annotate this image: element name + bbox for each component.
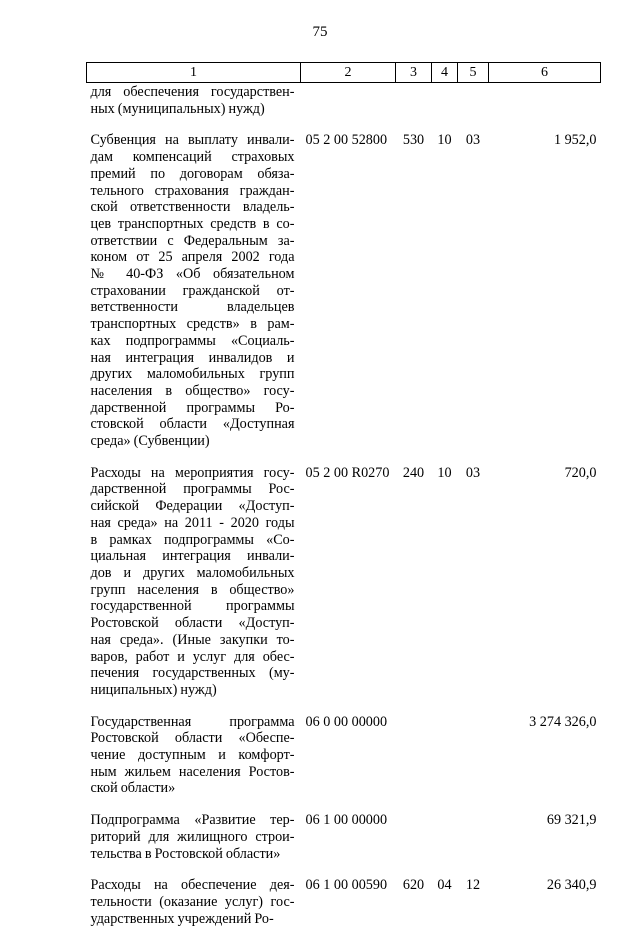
row-name-line: тельности (оказание услуг) гос-: [91, 894, 295, 911]
row-sum-cell: 3 274 326,0: [489, 714, 601, 798]
table-row: [87, 812, 601, 862]
row-sum-cell: [489, 83, 601, 118]
row-name-line: в рамках подпрограммы «Со-: [91, 532, 295, 549]
row-pr-cell: 03: [458, 465, 489, 699]
table-row: [87, 714, 601, 798]
row-pr-cell: [458, 83, 489, 118]
row-name-line: ответствии с Федеральным за-: [91, 233, 295, 250]
header-col-5: 5: [458, 63, 489, 83]
row-name-line: ниципальных) нужд): [91, 682, 295, 699]
row-name-cell: [87, 465, 301, 699]
row-name-line: циальная интеграция инвали-: [91, 548, 295, 565]
row-pr-cell: 12: [458, 877, 489, 927]
row-name-line: чение доступным и комфорт-: [91, 747, 295, 764]
table-row: [87, 83, 601, 118]
row-rz-cell: [432, 714, 458, 798]
row-name-line: среда» (Субвенции): [91, 433, 295, 450]
row-name-line: ная интеграция инвалидов и: [91, 350, 295, 367]
row-rz-cell: [432, 812, 458, 862]
row-name-line: Расходы на обеспечение дея-: [91, 877, 295, 894]
row-sum-cell: 26 340,9: [489, 877, 601, 927]
row-csr-cell: [301, 83, 396, 118]
row-name-line: Государственная программа: [91, 714, 295, 731]
row-spacer-cell: [87, 797, 601, 812]
row-sum-cell: 1 952,0: [489, 132, 601, 449]
row-name-line: Подпрограмма «Развитие тер-: [91, 812, 295, 829]
row-name-line: Субвенция на выплату инвали-: [91, 132, 295, 149]
row-csr-cell: 06 1 00 00590: [301, 877, 396, 927]
row-pr-cell: [458, 812, 489, 862]
row-csr-cell: 06 0 00 00000: [301, 714, 396, 798]
table-row: [87, 465, 601, 699]
row-name-line: дам компенсаций страховых: [91, 149, 295, 166]
row-name-line: Ростовской области «Обеспе-: [91, 730, 295, 747]
table-row: [87, 877, 601, 927]
row-csr-cell: 05 2 00 52800: [301, 132, 396, 449]
row-spacer: [87, 862, 601, 877]
row-name-cell: [87, 132, 301, 449]
header-col-6: 6: [489, 63, 601, 83]
row-name-line: ная среда» на 2011 - 2020 годы: [91, 515, 295, 532]
row-spacer: [87, 699, 601, 714]
row-name-line: ской ответственности владель-: [91, 199, 295, 216]
row-name-line: дарственной программы Ро-: [91, 400, 295, 417]
row-csr-cell: 06 1 00 00000: [301, 812, 396, 862]
row-rz-cell: [432, 83, 458, 118]
row-spacer-cell: [87, 862, 601, 877]
row-vr-cell: 240: [396, 465, 432, 699]
table-header: [87, 63, 601, 83]
page-number: 75: [0, 24, 640, 41]
row-rz-cell: 10: [432, 465, 458, 699]
row-rz-cell: 04: [432, 877, 458, 927]
header-col-1: 1: [87, 63, 301, 83]
row-csr-cell: 05 2 00 R0270: [301, 465, 396, 699]
row-name-line: ная среда». (Иные закупки то-: [91, 632, 295, 649]
table-body: [87, 83, 601, 927]
row-name-line: коном от 25 апреля 2002 года: [91, 249, 295, 266]
row-pr-cell: [458, 714, 489, 798]
row-name-line: тельства в Ростовской области»: [91, 846, 295, 863]
row-name-cell: [87, 812, 301, 862]
header-col-2: 2: [301, 63, 396, 83]
row-name-line: ным жильем населения Ростов-: [91, 764, 295, 781]
table-row: [87, 132, 601, 449]
row-sum-cell: 69 321,9: [489, 812, 601, 862]
row-pr-cell: 03: [458, 132, 489, 449]
row-name-line: риторий для жилищного строи-: [91, 829, 295, 846]
row-name-line: дов и других маломобильных: [91, 565, 295, 582]
row-spacer: [87, 117, 601, 132]
row-name-line: сийской Федерации «Доступ-: [91, 498, 295, 515]
header-col-4: 4: [432, 63, 458, 83]
row-name-line: для обеспечения государствен-: [91, 84, 295, 101]
row-rz-cell: 10: [432, 132, 458, 449]
row-vr-cell: [396, 812, 432, 862]
row-name-line: страховании гражданской от-: [91, 283, 295, 300]
row-name-line: печения государственных (му-: [91, 665, 295, 682]
row-name-line: групп населения в общество»: [91, 582, 295, 599]
row-sum-cell: 720,0: [489, 465, 601, 699]
row-name-line: дарственной программы Рос-: [91, 481, 295, 498]
row-name-line: Расходы на мероприятия госу-: [91, 465, 295, 482]
row-spacer-cell: [87, 699, 601, 714]
row-spacer: [87, 797, 601, 812]
row-name-line: транспортных средств» в рам-: [91, 316, 295, 333]
row-name-line: населения в общество» госу-: [91, 383, 295, 400]
row-vr-cell: 530: [396, 132, 432, 449]
row-name-cell: [87, 877, 301, 927]
row-name-line: Ростовской области «Доступ-: [91, 615, 295, 632]
header-col-3: 3: [396, 63, 432, 83]
row-name-line: цев транспортных средств в со-: [91, 216, 295, 233]
row-name-line: стовской области «Доступная: [91, 416, 295, 433]
row-name-line: № 40-ФЗ «Об обязательном: [91, 266, 295, 283]
row-vr-cell: [396, 83, 432, 118]
row-name-line: ской области»: [91, 780, 295, 797]
row-vr-cell: [396, 714, 432, 798]
row-name-line: варов, работ и услуг для обес-: [91, 649, 295, 666]
row-name-line: ударственных учреждений Ро-: [91, 911, 295, 927]
budget-table: [86, 62, 601, 927]
row-name-line: государственной программы: [91, 598, 295, 615]
row-name-cell: [87, 714, 301, 798]
row-spacer-cell: [87, 450, 601, 465]
row-name-line: премий по договорам обяза-: [91, 166, 295, 183]
row-name-line: тельного страхования граждан-: [91, 183, 295, 200]
row-spacer: [87, 450, 601, 465]
row-spacer-cell: [87, 117, 601, 132]
row-vr-cell: 620: [396, 877, 432, 927]
row-name-line: других маломобильных групп: [91, 366, 295, 383]
row-name-line: ных (муниципальных) нужд): [91, 101, 295, 118]
row-name-cell: [87, 83, 301, 118]
row-name-line: ках подпрограммы «Социаль-: [91, 333, 295, 350]
row-name-line: ветственности владельцев: [91, 299, 295, 316]
